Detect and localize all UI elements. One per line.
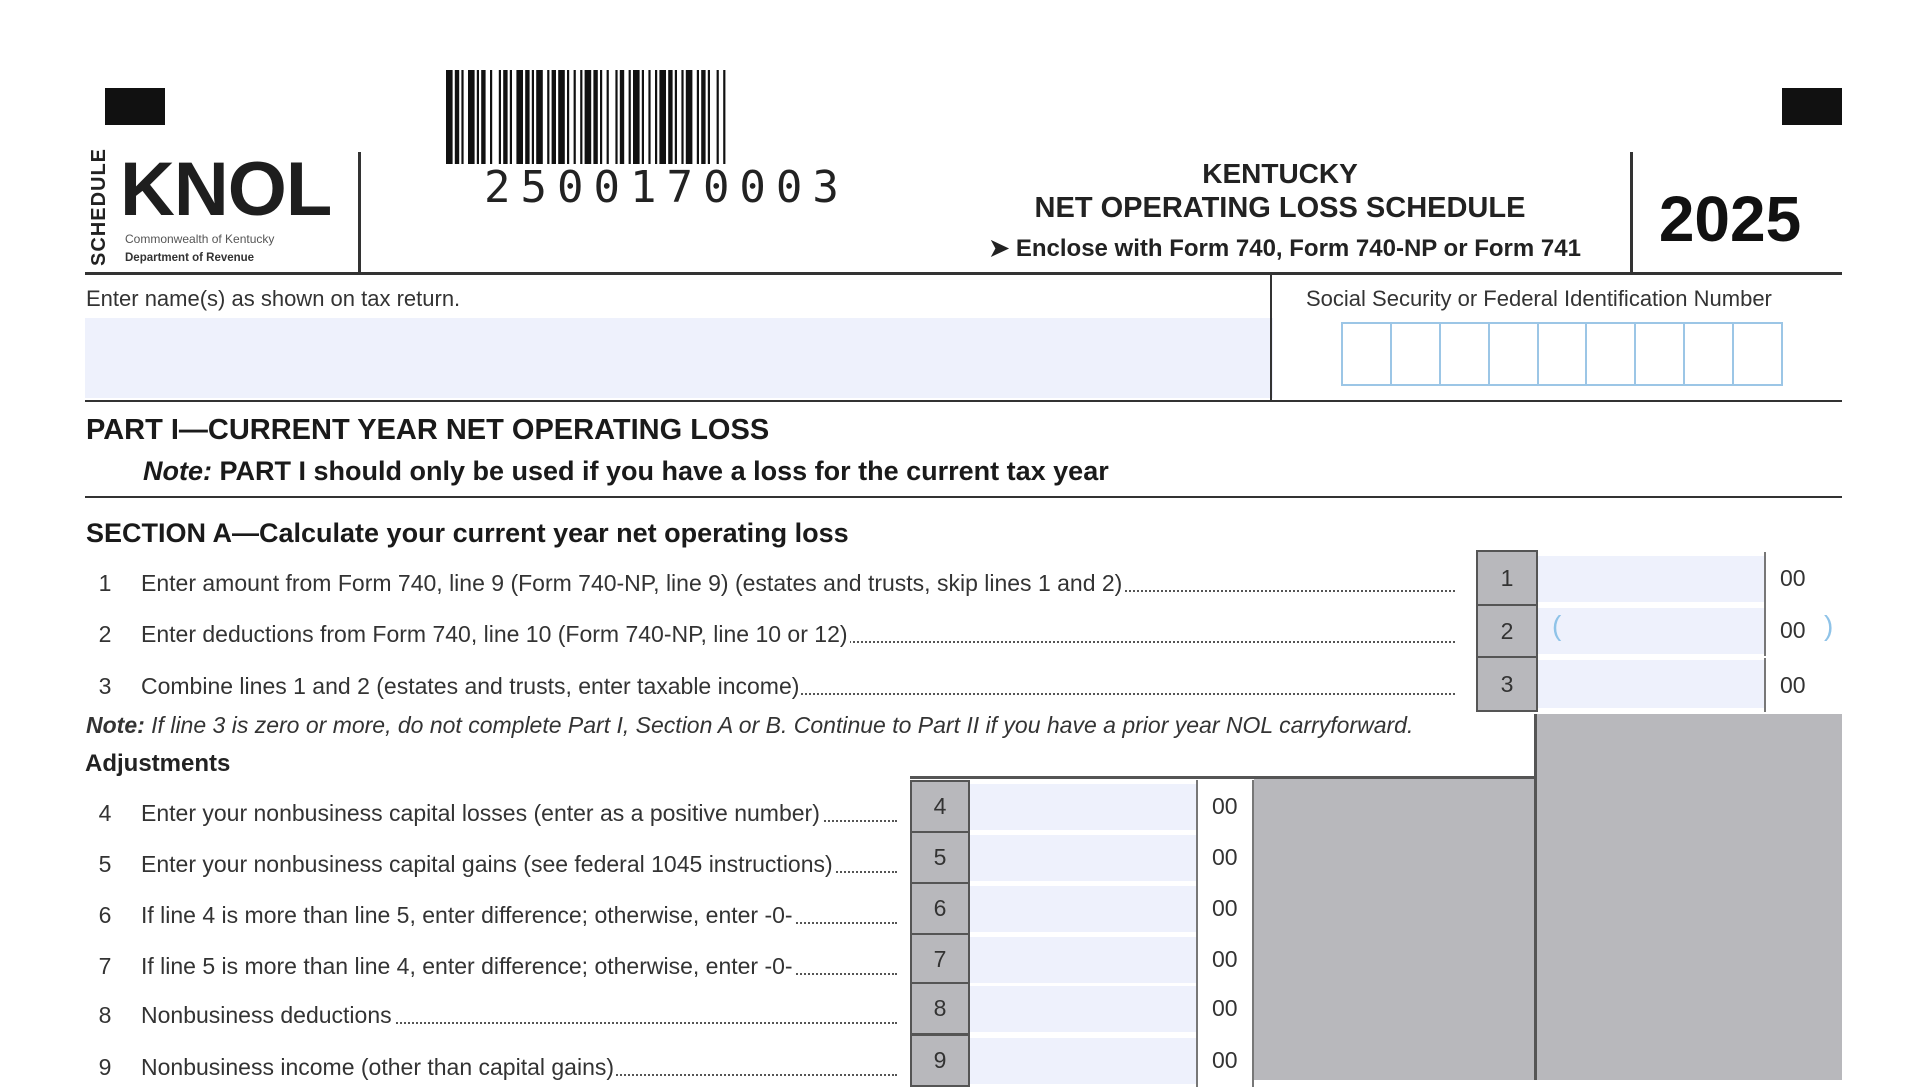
header-divider-right: [1630, 152, 1633, 274]
line-3-amount-input[interactable]: [1538, 660, 1764, 708]
adjustments-title: Adjustments: [85, 750, 231, 777]
part1-note: [143, 456, 1109, 487]
sectionA-title: SECTION A—Calculate your current year net operating loss: [86, 518, 849, 548]
line-6-amount-input[interactable]: [970, 886, 1196, 932]
line-cents: 00: [1196, 831, 1254, 884]
line-description: If line 4 is more than line 5, enter difference; otherwise, enter -0-: [141, 902, 897, 929]
line-2-amount-input[interactable]: [1538, 608, 1764, 654]
line-number: 7: [98, 953, 112, 979]
registration-mark-left: [105, 88, 165, 125]
part1-note-label: Note:: [143, 456, 212, 486]
ssn-digit-box[interactable]: [1392, 324, 1441, 384]
part1-note-text: PART I should only be used if you have a loss for the current tax year: [219, 456, 1109, 486]
line-number: 3: [98, 673, 112, 699]
enclose-instruction: ➤ Enclose with Form 740, Form 740-NP or Form 741: [989, 235, 1581, 262]
line-box-label: 5: [910, 831, 970, 884]
line-4-amount-input[interactable]: [970, 784, 1196, 830]
commonwealth-text: Commonwealth of Kentucky: [125, 232, 275, 246]
ssn-digit-box[interactable]: [1587, 324, 1636, 384]
line-5-amount-input[interactable]: [970, 835, 1196, 881]
line-description: Nonbusiness deductions: [141, 1002, 897, 1029]
close-paren-icon: ): [1824, 610, 1834, 641]
line-description: Enter deductions from Form 740, line 10 (Form 740-NP, line 10 or 12): [141, 621, 1455, 648]
sectionA-note-label: Note:: [86, 712, 145, 738]
ssn-label: Social Security or Federal Identification Number: [1306, 286, 1772, 311]
line-box-label: 6: [910, 882, 970, 935]
ssn-digit-box[interactable]: [1343, 324, 1392, 384]
ssn-digit-box[interactable]: [1490, 324, 1539, 384]
taxpayer-name-input[interactable]: [85, 318, 1273, 398]
barcode-number: 2500170003: [484, 162, 849, 213]
department-text: Department of Revenue: [125, 252, 255, 264]
line-description: Nonbusiness income (other than capital gains): [141, 1054, 897, 1081]
part1-bottom-rule: [85, 496, 1842, 498]
line-7-amount-input[interactable]: [970, 937, 1196, 983]
line-number: 8: [98, 1002, 112, 1028]
ssn-digit-box[interactable]: [1734, 324, 1781, 384]
line-cents: 00: [1196, 780, 1254, 833]
line-cents: 00: [1196, 1034, 1254, 1087]
line-1-amount-input[interactable]: [1538, 556, 1764, 602]
line-description: If line 5 is more than line 4, enter difference; otherwise, enter -0-: [141, 953, 897, 980]
line-description: Enter amount from Form 740, line 9 (Form 740-NP, line 9) (estates and trusts, skip lines 1 and 2): [141, 570, 1455, 597]
header-divider-left: [358, 152, 361, 274]
sectionA-note: [86, 712, 1413, 739]
line-cents: 00: [1196, 933, 1254, 986]
registration-mark-right: [1782, 88, 1842, 125]
form-code: KNOL: [120, 147, 332, 232]
line-box-label: 4: [910, 780, 970, 833]
info-bottom-rule: [85, 400, 1842, 402]
line-number: 5: [98, 851, 112, 877]
line-box-label: 7: [910, 933, 970, 986]
barcode: [446, 70, 902, 164]
ssn-digit-box[interactable]: [1441, 324, 1490, 384]
adjustments-top-rule: [910, 776, 1537, 779]
line-number: 9: [98, 1054, 112, 1080]
name-label: Enter name(s) as shown on tax return.: [86, 286, 461, 311]
line-number: 2: [98, 621, 112, 647]
schedule-label: SCHEDULE: [88, 147, 110, 266]
line-9-amount-input[interactable]: [970, 1038, 1196, 1084]
line-cents: 00: [1764, 552, 1842, 604]
ssn-digit-box[interactable]: [1685, 324, 1734, 384]
line-number: 4: [98, 800, 112, 826]
shaded-area-middle: [1254, 778, 1536, 1080]
line-description: Enter your nonbusiness capital gains (see federal 1045 instructions): [141, 851, 897, 878]
open-paren-icon: (: [1552, 610, 1562, 641]
line-number: 1: [98, 570, 112, 596]
line-cents: 00: [1764, 604, 1842, 656]
sectionA-note-text: If line 3 is zero or more, do not complete Part I, Section A or B. Continue to Part II if you have a prior year NOL carryforward.: [151, 712, 1414, 738]
line-8-amount-input[interactable]: [970, 986, 1196, 1032]
line-box-label: 9: [910, 1034, 970, 1087]
ssn-input[interactable]: [1341, 322, 1783, 386]
part1-title: PART I—CURRENT YEAR NET OPERATING LOSS: [86, 414, 770, 446]
arrow-icon: ➤: [989, 235, 1010, 262]
line-cents: 00: [1196, 882, 1254, 935]
line-description: Combine lines 1 and 2 (estates and trusts, enter taxable income): [141, 673, 1455, 700]
ssn-digit-box[interactable]: [1539, 324, 1588, 384]
tax-year: 2025: [1658, 183, 1802, 255]
line-box-label: 2: [1476, 604, 1538, 658]
line-description: Enter your nonbusiness capital losses (enter as a positive number): [141, 800, 897, 827]
info-divider: [1270, 274, 1272, 402]
line-cents: 00: [1196, 982, 1254, 1035]
line-box-label: 3: [1476, 656, 1538, 712]
header-bottom-rule: [85, 272, 1842, 275]
line-box-label: 1: [1476, 550, 1538, 606]
form-title: NET OPERATING LOSS SCHEDULE: [1034, 192, 1526, 224]
line-cents: 00: [1764, 658, 1842, 712]
line-box-label: 8: [910, 982, 970, 1035]
ssn-digit-box[interactable]: [1636, 324, 1685, 384]
shaded-area-right: [1536, 714, 1842, 1080]
shaded-divider: [1534, 714, 1537, 1080]
line-number: 6: [98, 902, 112, 928]
form-title-state: KENTUCKY: [1202, 158, 1358, 189]
